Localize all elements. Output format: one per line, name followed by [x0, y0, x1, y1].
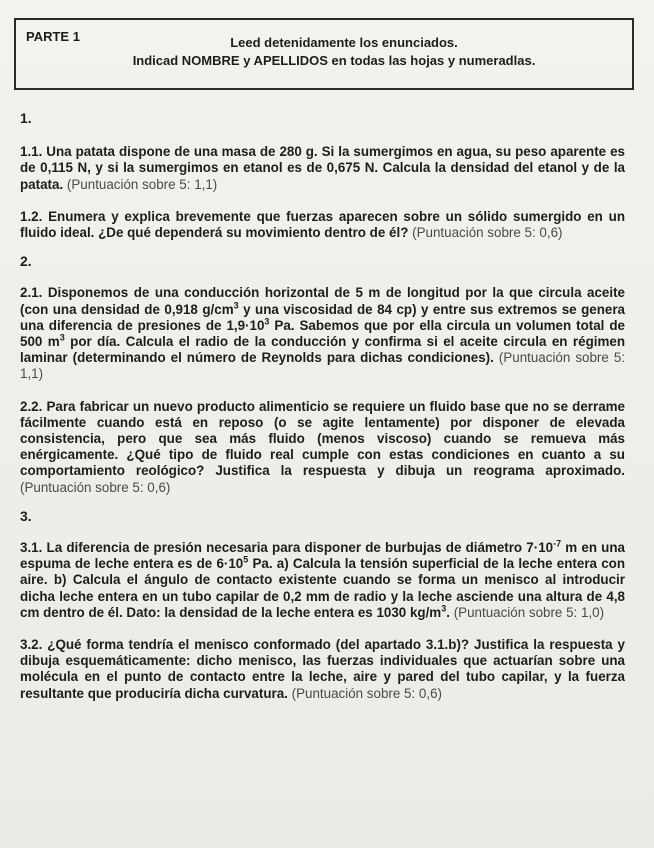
exam-content — [20, 110, 625, 702]
question-3-1-text-b: m en una espuma de leche entera es de 6·10 — [20, 540, 625, 572]
question-1-1-text: 1.1. Una patata dispone de una masa de 280 g. Si la sumergimos en agua, su peso aparente es de 0,115 N, y si la sumergimos en etanol es de 0,675 N. Calcula la densidad del etanol y de la patata. — [20, 144, 625, 192]
superscript-cube-1: 3 — [233, 300, 239, 311]
question-3-number: 3. — [20, 507, 32, 524]
question-3-1-score: (Puntuación sobre 5: 1,0) — [453, 604, 605, 620]
instruction-read: Leed detenidamente los enunciados. — [230, 35, 458, 50]
question-3-1-text-d: . — [446, 604, 450, 620]
question-3-2-score: (Puntuación sobre 5: 0,6) — [291, 685, 442, 701]
question-1-1 — [20, 144, 625, 193]
question-2-2-text: 2.2. Para fabricar un nuevo producto alimenticio se requiere un fluido base que no se derrame fácilmente cuando está en reposo (o se agite lentamente) por disponer de elevada consistencia, pero que sea más fluido (menos viscoso) cuando se remueva más enérgicamente. ¿Qué tipo de fluido real cumple con estas condiciones en cuanto a su comportamiento reológico? Justifica la respuesta y dibuja un reograma aproximado. — [20, 398, 625, 479]
header-box — [14, 18, 634, 90]
question-1-2-text: 1.2. Enumera y explica brevemente que fuerzas aparecen sobre un sólido sumergido en un fluido ideal. ¿De qué dependerá su movimiento dentro de él? — [20, 208, 625, 241]
question-3-1 — [20, 540, 625, 621]
question-2-1 — [20, 285, 625, 382]
question-1-number: 1. — [20, 110, 32, 126]
question-3-1-text-c: Pa. a) Calcula la tensión superficial de la leche entera con aire. b) Calcula el ángulo de contacto existente cuando se forma un menisco al introducir dicha leche entera en un tubo capilar de 0,2 mm de radio y la leche asciende una altura de 4,8 cm dentro de él. Dato: la densidad de la leche entera es 1030 kg/m — [20, 556, 625, 620]
question-2-1-text-d: por día. Calcula el radio de la conducción y confirma si el aceite circula en régimen laminar (determinando el número de Reynolds para dichas condiciones). — [20, 334, 626, 366]
question-3-2-text: 3.2. ¿Qué forma tendría el menisco conformado (del apartado 3.1.b)? Justifica la respuesta y dibuja esquemáticamente: dicho menisco, las fuerzas individuales que actuarían sobre una molécula en el punto de contacto entre la leche, aire y pared del tubo capilar, y la fuerza resultante que produciría dicha curvatura. — [20, 637, 625, 701]
question-2-number: 2. — [20, 253, 32, 270]
superscript-cube-3: 3 — [441, 603, 447, 614]
question-2-1-text-a: 2.1. Disponemos de una conducción horizontal de 5 m de longitud por la que circula aceite (con una densidad de 0,918 g/cm — [20, 285, 625, 317]
question-3-1-text-a: 3.1. La diferencia de presión necesaria para disponer de burbujas de diámetro 7·10 — [20, 540, 554, 556]
question-1-2 — [20, 209, 625, 241]
question-2-1-text-c: Pa. Sabemos que por ella circula un volumen total de 500 m — [20, 317, 625, 350]
superscript-exp-2: -7 — [553, 538, 562, 549]
question-1-1-score: (Puntuación sobre 5: 1,1) — [66, 176, 218, 192]
superscript-exp-1: 3 — [264, 316, 270, 327]
question-1-2-score: (Puntuación sobre 5: 0,6) — [412, 225, 563, 241]
question-3-2 — [20, 637, 625, 702]
question-2-2-score: (Puntuación sobre 5: 0,6) — [20, 479, 171, 495]
question-2-1-score: (Puntuación sobre 5: 1,1) — [20, 350, 625, 382]
question-2-1-text-b: y una viscosidad de 84 cp) y entre sus extremos se genera una diferencia de presiones de 1,9·10 — [20, 301, 625, 333]
superscript-cube-2: 3 — [59, 332, 65, 343]
part-label: PARTE 1 — [26, 29, 80, 44]
superscript-exp-3: 5 — [243, 554, 249, 565]
instruction-name: Indicad NOMBRE y APELLIDOS en todas las hojas y numeradlas. — [132, 53, 536, 68]
question-2-2 — [20, 399, 625, 496]
